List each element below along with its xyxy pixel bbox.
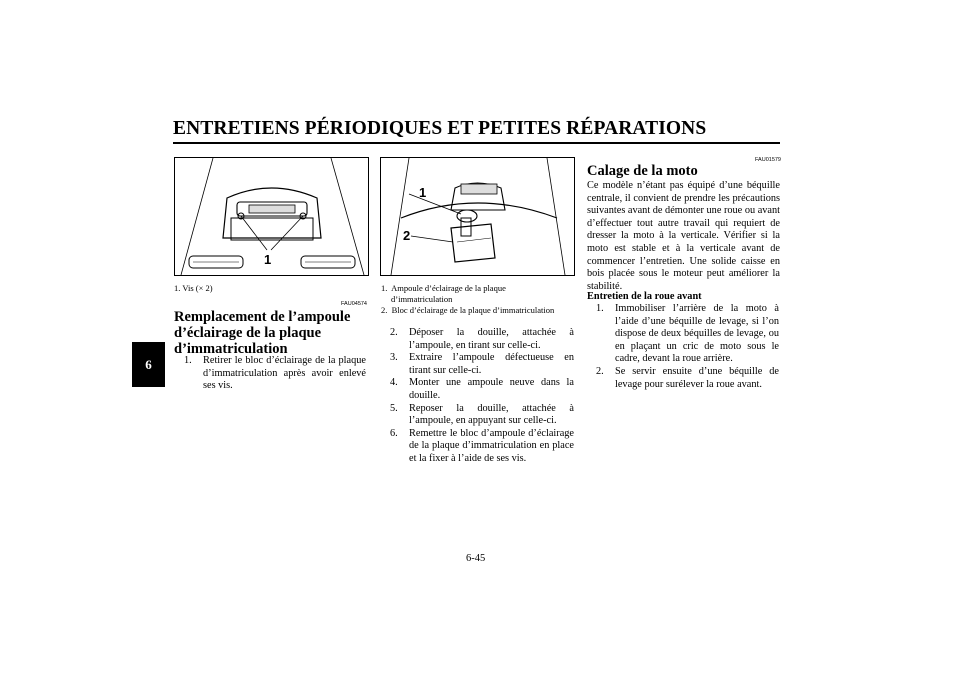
- callout-2: 2: [403, 228, 411, 243]
- reference-code: FAU04574: [341, 301, 367, 307]
- figure-caption-list: [381, 283, 576, 316]
- illustration-rear-fender: [175, 158, 368, 275]
- reference-code: FAU01579: [755, 157, 781, 163]
- step-list: [184, 355, 366, 393]
- section-title: Remplacement de l’ampoule d’éclairage de la plaque d’immatriculation: [174, 309, 351, 357]
- subsection-heading: Entretien de la roue avant: [587, 291, 702, 302]
- callout-1: 1: [419, 185, 427, 200]
- illustration-bulb-removal: [381, 158, 574, 275]
- page-number: 6-45: [466, 553, 486, 564]
- figure-license-light-bulb: [380, 157, 575, 276]
- caption-item: 2. Bloc d’éclairage de la plaque d’immatriculation: [381, 305, 555, 315]
- section-title: Calage de la moto: [587, 163, 698, 179]
- caption-item: 1. Ampoule d’éclairage de la plaque: [381, 283, 506, 293]
- list-item: 5. Reposer la douille, attachée à l’ampoule, en appuyant sur celle-ci.: [390, 402, 574, 427]
- list-item: 4. Monter une ampoule neuve dans la douille.: [390, 377, 574, 401]
- figure-license-light-screws: [174, 157, 369, 276]
- step-list: [390, 327, 574, 466]
- figure-caption: 1. Vis (× 2): [174, 283, 213, 293]
- chapter-tab: 6: [132, 342, 165, 387]
- caption-item-continuation: d’immatriculation: [391, 294, 453, 304]
- list-item: 2. Déposer la douille, attachée à l’ampoule, en tirant sur celle-ci.: [390, 327, 574, 351]
- callout-1: 1: [264, 252, 272, 267]
- list-item: 6. Remettre le bloc d’ampoule d’éclairage de la plaque d’immatriculation en place et la fixer à l’aide de ses vis.: [390, 427, 574, 464]
- list-item: 1. Retirer le bloc d’éclairage de la plaque d’immatriculation après avoir enlevé ses vis.: [184, 355, 366, 392]
- header-rule: [173, 142, 780, 144]
- list-item: 3. Extraire l’ampoule défectueuse en tirant sur celle-ci.: [390, 352, 574, 376]
- body-paragraph: Ce modèle n’étant pas équipé d’une béquille centrale, il convient de prendre les précautions suivantes avant de démonter une roue ou avant d’effectuer tout autre travail qui requiert de dresser la moto à la verticale. Vérifier si la moto est stable et à la verticale avant de commencer l’entretien. Une solide caisse en bois placée sous le moteur peut améliorer la stabilité.: [587, 180, 781, 292]
- list-item: 2. Se servir ensuite d’une béquille de levage pour surélever la roue avant.: [596, 365, 779, 390]
- page-header-title: ENTRETIENS PÉRIODIQUES ET PETITES RÉPARATIONS: [173, 118, 707, 139]
- step-list: [596, 303, 779, 391]
- list-item: 1. Immobiliser l’arrière de la moto à l’aide d’une béquille de levage, si l’on dispose de deux béquilles de levage, ou en plaçant un cric de moto sous le cadre, devant la roue arrière.: [596, 303, 779, 365]
